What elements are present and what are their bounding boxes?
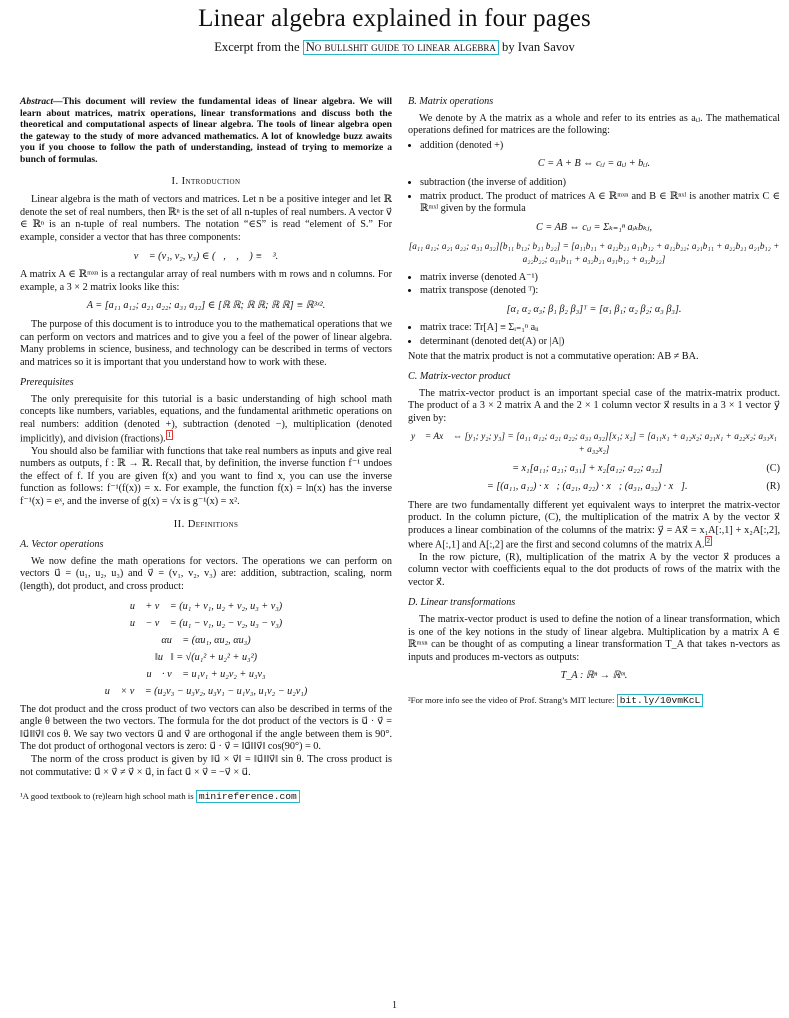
footnote-2-link[interactable]: bit.ly/10vmKcL xyxy=(617,694,704,707)
section-introduction-title: I. Introduction xyxy=(171,175,241,187)
equation-addition: u⃗ + v⃗ = (u₁ + v₁, u₂ + v₂, u₃ + v₃) xyxy=(129,600,283,612)
intro-paragraph-2: A matrix A ∈ ℝᵐˣⁿ is a rectangular array of real numbers with m rows and n columns. For example, a 3 × 2 matrix looks like this: xyxy=(20,269,392,293)
intro-paragraph-1: Linear algebra is the math of vectors and matrices. Let n be a positive integer and let ℝ denote the set of real numbers, then ℝⁿ is the set of all n-tuples of real numbers. A vector v⃗ ∈ ℝⁿ is an n-tuple of real numbers. The notation “∈S” is read “element of S.” For example, consider a vector that has three components: xyxy=(20,194,392,243)
footnote-2-marker[interactable]: 2 xyxy=(706,536,710,545)
matrix-operations-title: B. Matrix operations xyxy=(408,96,494,107)
footnote-1 xyxy=(20,791,392,802)
tag-column: (C) xyxy=(766,462,780,474)
matops-note: Note that the matrix product is not a commutative operation: AB ≠ BA. xyxy=(408,350,699,362)
bullet-determinant: • determinant (denoted det(A) or |A|) xyxy=(420,336,780,349)
equation-transpose: [α₁ α₂ α₃; β₁ β₂ β₃]ᵀ = [α₁ β₁; α₂ β₂; α₃ β₃]. xyxy=(506,303,682,315)
prereq-paragraph-2: You should also be familiar with functions that take real numbers as inputs and give real numbers as outputs, f : ℝ → ℝ. Recall that, by definition, the inverse function f⁻¹ undoes the effect of f. If you are given f(x) and you want to find x, you can use the inverse function as follows: f⁻¹(f(x)) = x. For example, the function f(x) = ln(x) has the inverse f⁻¹(x) = eˣ, and the inverse of g(x) = √x is g⁻¹(x) = x². xyxy=(20,445,392,508)
footnote-2-text: ²For more info see the video of Prof. Strang’s MIT lecture: xyxy=(408,694,615,705)
byline-suffix: by Ivan Savov xyxy=(502,40,575,54)
vecops-paragraph-2: The dot product and the cross product of two vectors can also be described in terms of the angle θ between the two vectors. The formula for the dot product of the vectors is u⃗ · v⃗ = ‖u⃗‖‖v⃗‖ cos θ. We say two vectors u⃗ and v⃗ are orthogonal if the angle between them is 90°. The dot product of orthogonal vectors is zero: u⃗ · v⃗ = ‖u⃗‖‖v⃗‖ cos(90°) = 0. xyxy=(20,703,392,753)
mvp-text-2: There are two fundamentally different yet equivalent ways to interpret the matrix-vector product. In the column picture, (C), the multiplication of the matrix A by the vector x⃗ produces a linear combination of the columns of the matrix: y⃗ = Ax⃗ = x₁A[:,1] + x₂A[:,2], where A[:,1] and A[:,2] are the first and second columns of the matrix A. xyxy=(408,499,780,551)
prereq-paragraph-1 xyxy=(20,394,392,446)
vecops-paragraph-1: We now define the math operations for vectors. The operations we can perform on vectors u⃗ = (u₁, u₂, u₃) and v⃗ = (v₁, v₂, v₃) are: addition, subtraction, scaling, norm (length), dot product, and cross product: xyxy=(20,555,392,592)
equation-matrix: A = [a₁₁ a₁₂; a₂₁ a₂₂; a₃₁ a₃₂] ∈ [ℝ ℝ; ℝ ℝ; ℝ ℝ] ≡ ℝ³ˣ². xyxy=(86,300,326,312)
matops-list-4 xyxy=(408,322,780,348)
equation-scaling: αu⃗ = (αu₁, αu₂, αu₃) xyxy=(161,634,251,646)
mvp-paragraph-2 xyxy=(408,500,780,552)
equation-linear-transform: T_A : ℝⁿ → ℝᵐ. xyxy=(560,670,628,682)
mvp-paragraph-1: The matrix-vector product is an important special case of the matrix-matrix product. The product of a 3 × 2 matrix A and the 2 × 1 column vector x⃗ results in a 3 × 1 vector y⃗ given by: xyxy=(408,387,780,424)
abstract xyxy=(20,96,392,166)
equation-norm: ‖u⃗‖ = √(u₁² + u₂² + u₃²) xyxy=(154,651,258,663)
prereq-text: The only prerequisite for this tutorial is a basic understanding of high school math concepts like numbers, variables, equations, and the fundamental arithmetic operations on real numbers: addition (denoted +), subtraction (denoted −), multiplication (denoted implicitly), and division (fractions). xyxy=(20,393,392,445)
byline xyxy=(0,39,789,55)
right-column xyxy=(408,96,780,706)
tag-row: (R) xyxy=(766,481,780,493)
linear-transformations-title: D. Linear transformations xyxy=(408,597,516,609)
equation-matrix-product: C = AB ⇔ cᵢⱼ = Σₖ₌₁ⁿ aᵢₖbₖⱼ, xyxy=(535,221,652,233)
equation-product-example: [a₁₁ a₁₂; a₂₁ a₂₂; a₃₁ a₃₂][b₁₁ b₁₂; b₂₁ b₂₂] = [a₁₁b₁₁ + a₁₂b₂₁ a₁₁b₁₂ + a₁₂b₂₂; a₂₁b₁₁ + a₂₂b₂₁ a₂₁b₁₂ + a₂₂b₂₂; a₃₁b₁₁ + a₃₂b₂₁ a₃₁b₁₂ + a₃₂b₂₂] xyxy=(408,241,780,264)
equation-cross: u⃗ × v⃗ = (u₂v₃ − u₃v₂, u₃v₁ − u₁v₃, u₁v₂ − u₂v₁) xyxy=(104,685,308,697)
abstract-text: This document will review the fundamental ideas of linear algebra. We will learn about matrices, matrix operations, linear transformations and discuss both the theoretical and computational aspects of linear algebra. The tools of linear algebra open the gateway to the study of more advanced mathematics. A lot of knowledge buzz awaits you if you choose to follow the path of understanding, instead of trying to memorize a bunch of formulas. xyxy=(20,96,392,165)
book-link[interactable]: No bullshit guide to linear algebra xyxy=(303,40,499,55)
matops-list-3 xyxy=(408,272,780,298)
equation-matrix-addition: C = A + B ⇔ cᵢⱼ = aᵢⱼ + bᵢⱼ. xyxy=(537,158,651,170)
equation-mvp-2: = x₁[a₁₁; a₂₁; a₃₁] + x₂[a₁₂; a₂₂; a₃₂] xyxy=(512,462,663,474)
vector-equations xyxy=(20,598,392,700)
abstract-lead: Abstract— xyxy=(20,96,63,107)
prerequisites-title: Prerequisites xyxy=(20,377,74,389)
bullet-inverse: • matrix inverse (denoted A⁻¹) xyxy=(420,272,780,285)
equation-mvp-1: y⃗ = Ax⃗ ⇔ [y₁; y₂; y₃] = [a₁₁ a₁₂; a₂₁ a₂₂; a₃₁ a₃₂][x₁; x₂] = [a₁₁x₁ + a₁₂x₂; a₂₁x₁ + a₂₂x₂; a₃₁x₁ + a₃₂x₂] xyxy=(411,432,777,456)
page-title: Linear algebra explained in four pages xyxy=(198,5,591,32)
footnote-1-marker[interactable]: 1 xyxy=(167,430,172,439)
bullet-transpose: • matrix transpose (denoted ᵀ): xyxy=(420,285,780,298)
section-definitions-title: II. Definitions xyxy=(173,518,239,530)
vector-operations-title: A. Vector operations xyxy=(20,539,104,551)
footnote-1-link[interactable]: minireference.com xyxy=(196,790,300,803)
equation-mvp-3-row xyxy=(408,481,780,494)
equation-mvp-2-row xyxy=(408,463,780,476)
equation-mvp-3: = [(a₁₁, a₁₂) · x⃗; (a₂₁, a₂₂) · x⃗; (a₃₁, a₃₂) · x⃗]. xyxy=(486,481,688,493)
vecops-paragraph-3: The norm of the cross product is given by ‖u⃗ × v⃗‖ = ‖u⃗‖‖v⃗‖ sin θ. The cross product is not commutative: u⃗ × v⃗ ≠ v⃗ × u⃗, in fact u⃗ × v⃗ = −v⃗ × u⃗. xyxy=(20,753,392,778)
footnote-1-text: ¹A good textbook to (re)learn high school math is xyxy=(20,791,194,802)
bullet-subtraction: • subtraction (the inverse of addition) xyxy=(420,177,780,190)
matops-list xyxy=(408,140,780,153)
bullet-addition: • addition (denoted +) xyxy=(420,140,780,153)
byline-prefix: Excerpt from the xyxy=(214,40,300,54)
lt-paragraph-1: The matrix-vector product is used to define the notion of a linear transformation, which is one of the key notions in the study of linear algebra. Multiplication by a matrix A ∈ ℝᵐˣⁿ can be thought of as computing a linear transformation T_A that takes n-vectors as inputs and produces m-vectors as outputs: xyxy=(408,613,780,663)
matops-paragraph-1: We denote by A the matrix as a whole and refer to its entries as aᵢⱼ. The mathematical operations defined for matrices are the following: xyxy=(408,112,780,137)
bullet-trace: • matrix trace: Tr[A] ≡ Σᵢ₌₁ⁿ aᵢᵢ xyxy=(420,322,780,335)
matops-list-2 xyxy=(408,177,780,216)
page-number: 1 xyxy=(392,1000,397,1011)
left-column xyxy=(20,96,392,802)
matrix-vector-title: C. Matrix-vector product xyxy=(408,371,511,383)
equation-vector: v⃗ = (v₁, v₂, v₃) ∈ (ℝ, ℝ, ℝ) ≡ ℝ³. xyxy=(133,250,279,262)
mvp-paragraph-3: In the row picture, (R), multiplication of the matrix A by the vector x⃗ produces a column vector with coefficients equal to the dot products of rows of the matrix with the vector x⃗. xyxy=(408,551,780,588)
equation-subtraction: u⃗ − v⃗ = (u₁ − v₁, u₂ − v₂, u₃ − v₃) xyxy=(129,617,283,629)
equation-dot: u⃗ · v⃗ = u₁v₁ + u₂v₂ + u₃v₃ xyxy=(146,668,266,680)
footnote-2 xyxy=(408,695,780,706)
intro-paragraph-3: The purpose of this document is to introduce you to the mathematical operations that we can perform on vectors and matrices and to give you a feel of the power of linear algebra. Many problems in science, business, and technology can be described in terms of vectors and matrices so it is important that you understand how to work with these. xyxy=(20,318,392,368)
bullet-product: • matrix product. The product of matrices A ∈ ℝᵐˣⁿ and B ∈ ℝⁿˣˡ is another matrix C ∈ ℝᵐˣˡ given by the formula xyxy=(420,191,780,216)
